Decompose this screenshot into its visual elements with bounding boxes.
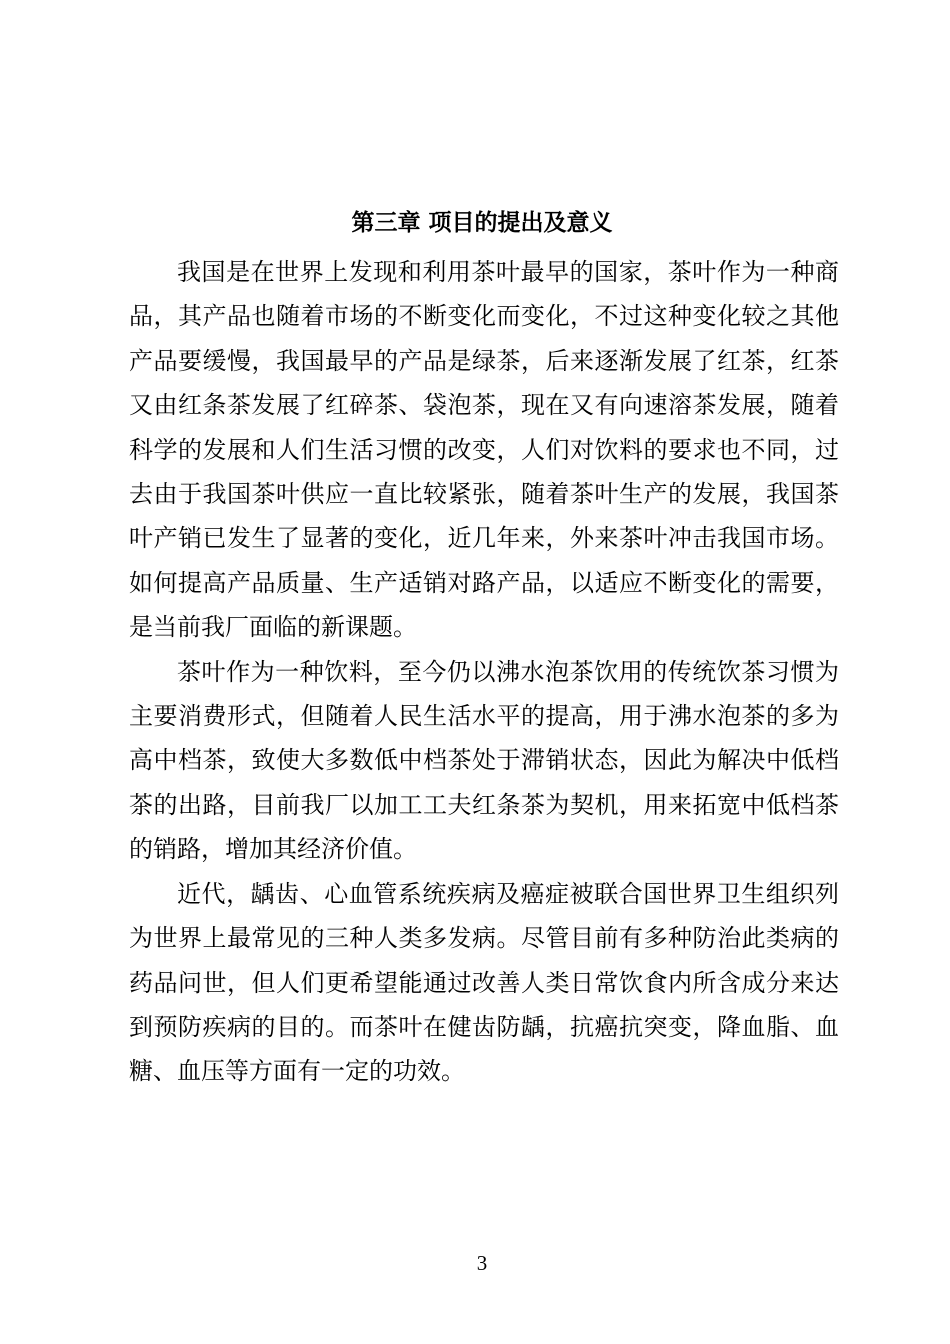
paragraph-2: 茶叶作为一种饮料，至今仍以沸水泡茶饮用的传统饮茶习惯为主要消费形式，但随着人民生活水平的提高，用于沸水泡茶的多为高中档茶，致使大多数低中档茶处于滞销状态，因此为解决中低档茶的出路，目前我厂以加工工夫红条茶为契机，用来拓宽中低档茶的销路，增加其经济价值。 xyxy=(129,657,839,864)
page-number: 3 xyxy=(476,1251,488,1275)
chapter-title: 第三章 项目的提出及意义 xyxy=(351,210,613,236)
paragraph-3: 近代，龋齿、心血管系统疾病及癌症被联合国世界卫生组织列为世界上最常见的三种人类多发病。尽管目前有多种防治此类病的药品问世，但人们更希望能通过改善人类日常饮食内所含成分来达到预防疾病的目的。而茶叶在健齿防龋，抗癌抗突变，降血脂、血糖、血压等方面有一定的功效。 xyxy=(129,879,839,1086)
body-text xyxy=(129,250,839,1094)
paragraph-1: 我国是在世界上发现和利用茶叶最早的国家，茶叶作为一种商品，其产品也随着市场的不断变化而变化，不过这种变化较之其他产品要缓慢，我国最早的产品是绿茶，后来逐渐发展了红茶，红茶又由红条茶发展了红碎茶、袋泡茶，现在又有向速溶茶发展，随着科学的发展和人们生活习惯的改变，人们对饮料的要求也不同，过去由于我国茶叶供应一直比较紧张，随着茶叶生产的发展，我国茶叶产销已发生了显著的变化，近几年来，外来茶叶冲击我国市场。如何提高产品质量、生产适销对路产品，以适应不断变化的需要，是当前我厂面临的新课题。 xyxy=(129,258,839,642)
